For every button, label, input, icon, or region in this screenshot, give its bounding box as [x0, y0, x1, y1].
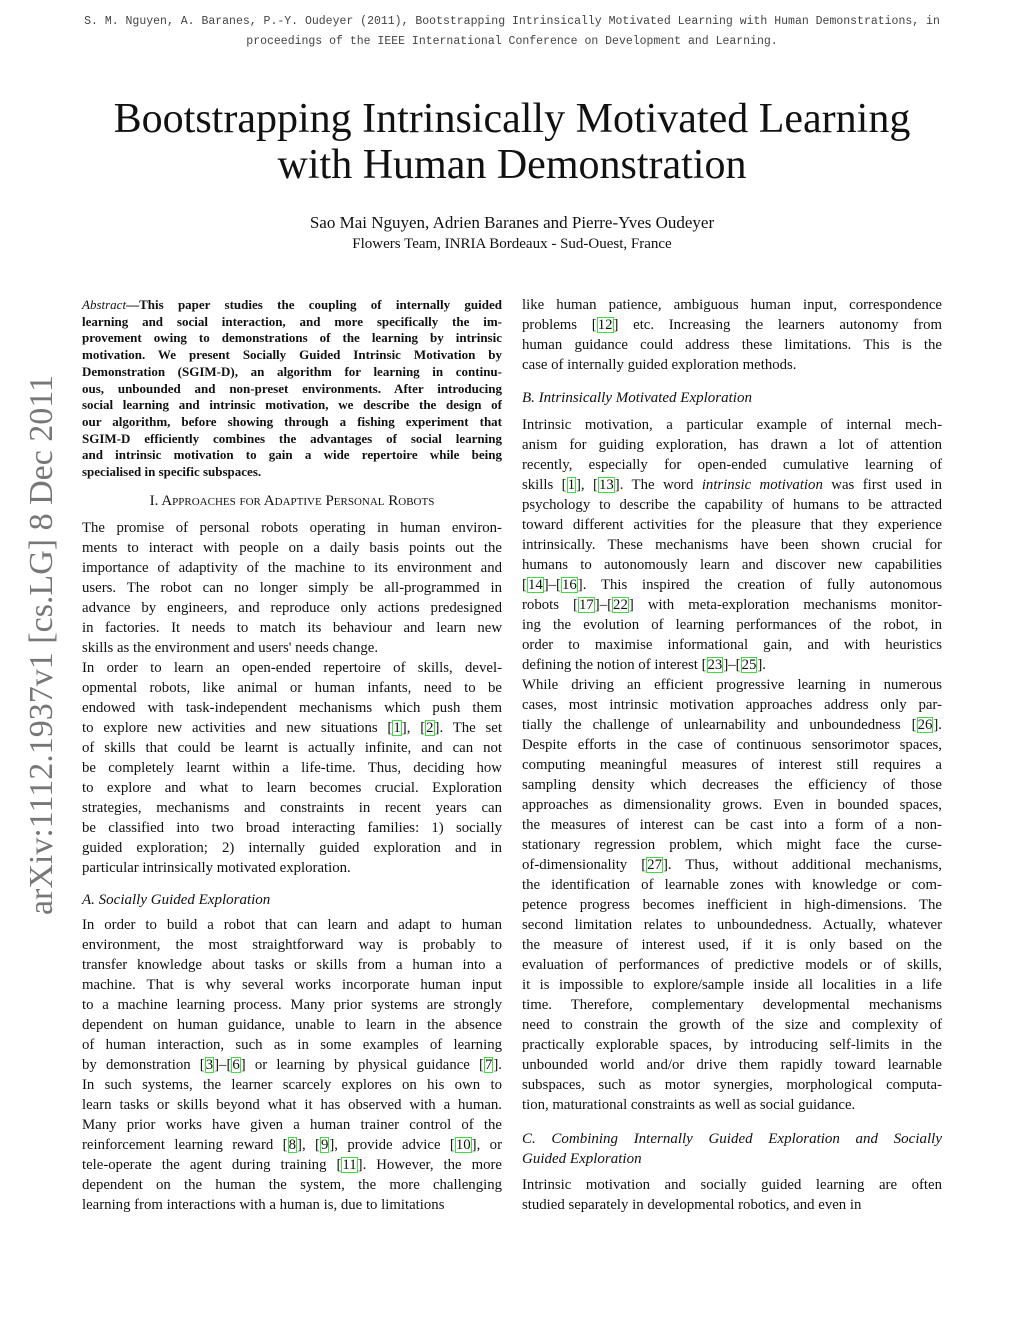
- text-line: opmental robots, like animal or human infants, need to be: [82, 680, 502, 696]
- text-line: to explore new activities and new situations [1], [2]. The set: [82, 720, 502, 736]
- section-heading-1: I. Approaches for Adaptive Personal Robots: [149, 493, 435, 509]
- text-line: practically explorable spaces, by introducing self-limits in the: [522, 1037, 942, 1053]
- text-line: the identification of learnable zones with knowledge or com-: [522, 877, 942, 893]
- text-line: Intrinsic motivation and socially guided learning are often: [522, 1177, 942, 1193]
- citation-link[interactable]: 12: [597, 317, 613, 333]
- text-line: it is impossible to explore/sample inside all localities in a life: [522, 977, 942, 993]
- text-line: unbounded world and/or drive them rapidly toward learnable: [522, 1057, 942, 1073]
- text-line: dependent on the human the system, the more challenging: [82, 1177, 502, 1193]
- text-line: [14]–[16]. This inspired the creation of fully autonomous: [522, 577, 942, 593]
- text-line: stationary regression problem, which might face the curse-: [522, 837, 942, 853]
- text-line: anism for guiding exploration, has drawn a lot of attention: [522, 437, 942, 453]
- text-line: recently, especially for open-ended cumulative learning of: [522, 457, 942, 473]
- citation-link[interactable]: 23: [707, 657, 723, 673]
- citation-link[interactable]: 8: [288, 1137, 297, 1153]
- text-line: need to constrain the growth of the size and complexity of: [522, 1017, 942, 1033]
- text-line: to a machine learning process. Many prior systems are strongly: [82, 997, 502, 1013]
- italic-text: intrinsic motivation: [701, 477, 823, 493]
- subsection-heading-c-line-1: C. Combining Internally Guided Exploration and Socially: [522, 1131, 942, 1147]
- text-line: While driving an efficient progressive learning in numerous: [522, 677, 942, 693]
- text-line: learning from interactions with a human is, due to limitations: [82, 1197, 445, 1213]
- paragraph: [522, 675, 942, 1115]
- text-line: and intrinsic motivation to gain a wide repertoire while being: [82, 447, 502, 463]
- citation-link[interactable]: 27: [647, 857, 662, 873]
- citation-link[interactable]: 1: [567, 477, 575, 493]
- text-line: learn tasks or skills beyond what it has observed with a human.: [82, 1097, 502, 1113]
- text-line: motivation. We present Socially Guided Intrinsic Motivation by: [82, 347, 502, 363]
- paragraph: [82, 658, 502, 878]
- text-line: users. The robot can no longer simply be all-programmed in: [82, 580, 502, 596]
- subsection-heading-b: B. Intrinsically Motivated Exploration: [522, 390, 752, 406]
- text-line: the measures of interest can be cast into a form of a non-: [522, 817, 942, 833]
- text-line: In order to build a robot that can learn and adapt to human: [82, 917, 502, 933]
- text-line: tially the challenge of unlearnability and unboundedness [26].: [522, 717, 942, 733]
- text-line: endowed with task-independent mechanisms which push them: [82, 700, 502, 716]
- text-line: particular intrinsically motivated exploration.: [82, 860, 351, 876]
- citation-link[interactable]: 25: [741, 657, 757, 673]
- text-line: advance by engineers, and reproduce only actions predesigned: [82, 600, 502, 616]
- text-line: social learning and intrinsic motivation, we describe the design of: [82, 397, 502, 413]
- authors: Sao Mai Nguyen, Adrien Baranes and Pierre-Yves Oudeyer: [309, 213, 715, 232]
- text-line: specialised in specific subspaces.: [82, 464, 262, 480]
- text-line: by demonstration [3]–[6] or learning by physical guidance [7].: [82, 1057, 503, 1073]
- text-line: evaluation of performances of predictive models or of skills,: [522, 957, 942, 973]
- text-line: toward different activities for the pleasure that they experience: [522, 517, 942, 533]
- subsection-heading-a: A. Socially Guided Exploration: [82, 892, 271, 908]
- text-line: be classified into two broad interacting families: 1) socially: [82, 820, 502, 836]
- arxiv-stamp: arXiv:1112.1937v1 [cs.LG] 8 Dec 2011: [23, 374, 60, 916]
- text-line: provement owing to demonstrations of the learning by intrinsic: [82, 330, 502, 346]
- text-line: time. Therefore, complementary developmental mechanisms: [522, 997, 942, 1013]
- citation-link[interactable]: 2: [426, 720, 434, 736]
- text-line: defining the notion of interest [23]–[25].: [522, 657, 767, 673]
- text-line: reinforcement learning reward [8], [9], provide advice [10], or: [82, 1137, 503, 1153]
- text-line: of-dimensionality [27]. Thus, without additional mechanisms,: [522, 857, 942, 873]
- text-line: intrinsically. These mechanisms have been shown crucial for: [522, 537, 942, 553]
- paragraph: [522, 415, 942, 675]
- citation-header-line-2: proceedings of the IEEE International Conference on Development and Learning.: [246, 35, 778, 48]
- text-line: be completely learnt within a life-time. Thus, deciding how: [82, 760, 502, 776]
- text-line: tion, maturational constraints as well as social guidance.: [522, 1097, 856, 1113]
- text-line: petence progress becomes inefficient in high-dimensions. The: [522, 897, 942, 913]
- paper-title-line-2: with Human Demonstration: [277, 142, 747, 188]
- text-line: skills [1], [13]. The word intrinsic motivation was first used in: [522, 477, 942, 493]
- text-line: tele-operate the agent during training [11]. However, the more: [82, 1157, 502, 1173]
- text-line: robots [17]–[22] with meta-exploration mechanisms monitor-: [522, 597, 943, 613]
- text-line: Abstract—This paper studies the coupling of internally guided: [82, 297, 502, 312]
- text-line: approaches as dimensionality grows. Even in bounded spaces,: [522, 797, 942, 813]
- text-line: In such systems, the learner scarcely explores on his own to: [82, 1077, 502, 1093]
- citation-link[interactable]: 22: [613, 597, 628, 613]
- text-line: guided exploration; 2) internally guided exploration and in: [82, 840, 502, 856]
- citation-link[interactable]: 1: [393, 720, 401, 736]
- text-line: order to maximise informational gain, and with heuristics: [522, 637, 942, 653]
- text-line: sampling density which decreases the efficiency of those: [522, 777, 942, 793]
- text-line: to explore and what to learn becomes crucial. Exploration: [82, 780, 502, 796]
- affiliation: Flowers Team, INRIA Bordeaux - Sud-Ouest, France: [352, 236, 672, 252]
- citation-link[interactable]: 26: [917, 717, 933, 733]
- text-line: environment, the most straightforward way is probably to: [82, 937, 502, 953]
- paragraph: [522, 295, 942, 375]
- text-line: of skills that could be learnt is actually infinite, and can not: [82, 740, 502, 756]
- text-line: Despite efforts in the case of continuous sensorimotor spaces,: [522, 737, 942, 753]
- text-line: importance of adaptivity of the machine to its environment and: [82, 560, 502, 576]
- text-line: computing meaningful measures of interest still requires a: [522, 757, 942, 773]
- text-line: Demonstration (SGIM-D), an algorithm for learning in continu-: [82, 363, 502, 379]
- citation-link[interactable]: 3: [205, 1057, 214, 1073]
- citation-link[interactable]: 11: [342, 1157, 357, 1173]
- text-line: The promise of personal robots operating in human environ-: [82, 520, 502, 536]
- citation-link[interactable]: 13: [598, 477, 614, 493]
- text-line: In order to learn an open-ended repertoire of skills, devel-: [82, 660, 502, 676]
- paragraph: [82, 915, 502, 1215]
- text-line: dependent on human guidance, unable to learn in the absence: [82, 1017, 502, 1033]
- citation-link[interactable]: 17: [578, 597, 594, 613]
- citation-header-line-1: S. M. Nguyen, A. Baranes, P.-Y. Oudeyer (2011), Bootstrapping Intrinsically Motivated Learning with Human Demonstrations, in: [84, 15, 940, 28]
- paper-title-line-1: Bootstrapping Intrinsically Motivated Learning: [113, 96, 911, 142]
- paragraph: [522, 1175, 942, 1215]
- text-line: in factories. It needs to match its behaviour and learn new: [82, 620, 502, 636]
- text-line: learning and social interaction, and more specifically the im-: [82, 313, 502, 329]
- text-line: human guidance could address these limitations. This is the: [522, 337, 942, 353]
- text-line: Intrinsic motivation, a particular example of internal mech-: [522, 417, 942, 433]
- text-line: the measure of interest used, if it is only based on the: [522, 937, 942, 953]
- citation-link[interactable]: 9: [320, 1137, 329, 1153]
- text-line: strategies, mechanisms and constraints in recent years can: [82, 800, 502, 816]
- text-line: of human interaction, such as in some examples of learning: [82, 1037, 502, 1053]
- text-line: machine. That is why several works incorporate human input: [82, 977, 502, 993]
- text-line: second limitation relates to unboundedness. Actually, whatever: [522, 917, 942, 933]
- abstract: [82, 297, 502, 481]
- text-line: Many prior works have given a human trainer control of the: [82, 1117, 502, 1133]
- text-line: problems [12] etc. Increasing the learners autonomy from: [522, 317, 942, 333]
- text-line: psychology to describe the capability of humans to be attracted: [522, 497, 942, 513]
- italic-text: Abstract: [82, 297, 127, 312]
- citation-link[interactable]: 16: [562, 577, 577, 593]
- text-line: humans to autonomously learn and discover new capabilities: [522, 557, 942, 573]
- text-line: SGIM-D efficiently combines the advantages of social learning: [82, 430, 502, 446]
- citation-link[interactable]: 10: [455, 1137, 471, 1153]
- text-line: subspaces, such as motor synergies, morphological computa-: [522, 1077, 942, 1093]
- citation-link[interactable]: 6: [232, 1057, 240, 1073]
- text-line: case of internally guided exploration methods.: [522, 357, 797, 373]
- text-line: skills as the environment and users' needs change.: [82, 640, 379, 656]
- citation-link[interactable]: 14: [527, 577, 543, 593]
- text-line: transfer knowledge about tasks or skills from a human into a: [82, 957, 502, 973]
- text-line: ous, unbounded and non-preset environments. After introducing: [82, 380, 502, 396]
- text-line: ing the evolution of learning performances of the robot, in: [522, 617, 942, 633]
- text-line: our algorithm, before showing through a fishing experiment that: [82, 413, 502, 429]
- paragraph: [82, 518, 502, 658]
- citation-link[interactable]: 7: [484, 1057, 493, 1073]
- subsection-heading-c-line-2: Guided Exploration: [522, 1151, 642, 1167]
- text-line: cases, most intrinsic motivation approaches address only par-: [522, 697, 942, 713]
- text-line: like human patience, ambiguous human input, correspondence: [522, 297, 942, 313]
- text-line: studied separately in developmental robotics, and even in: [522, 1197, 862, 1213]
- text-line: ments to interact with people on a daily basis points out the: [82, 540, 502, 556]
